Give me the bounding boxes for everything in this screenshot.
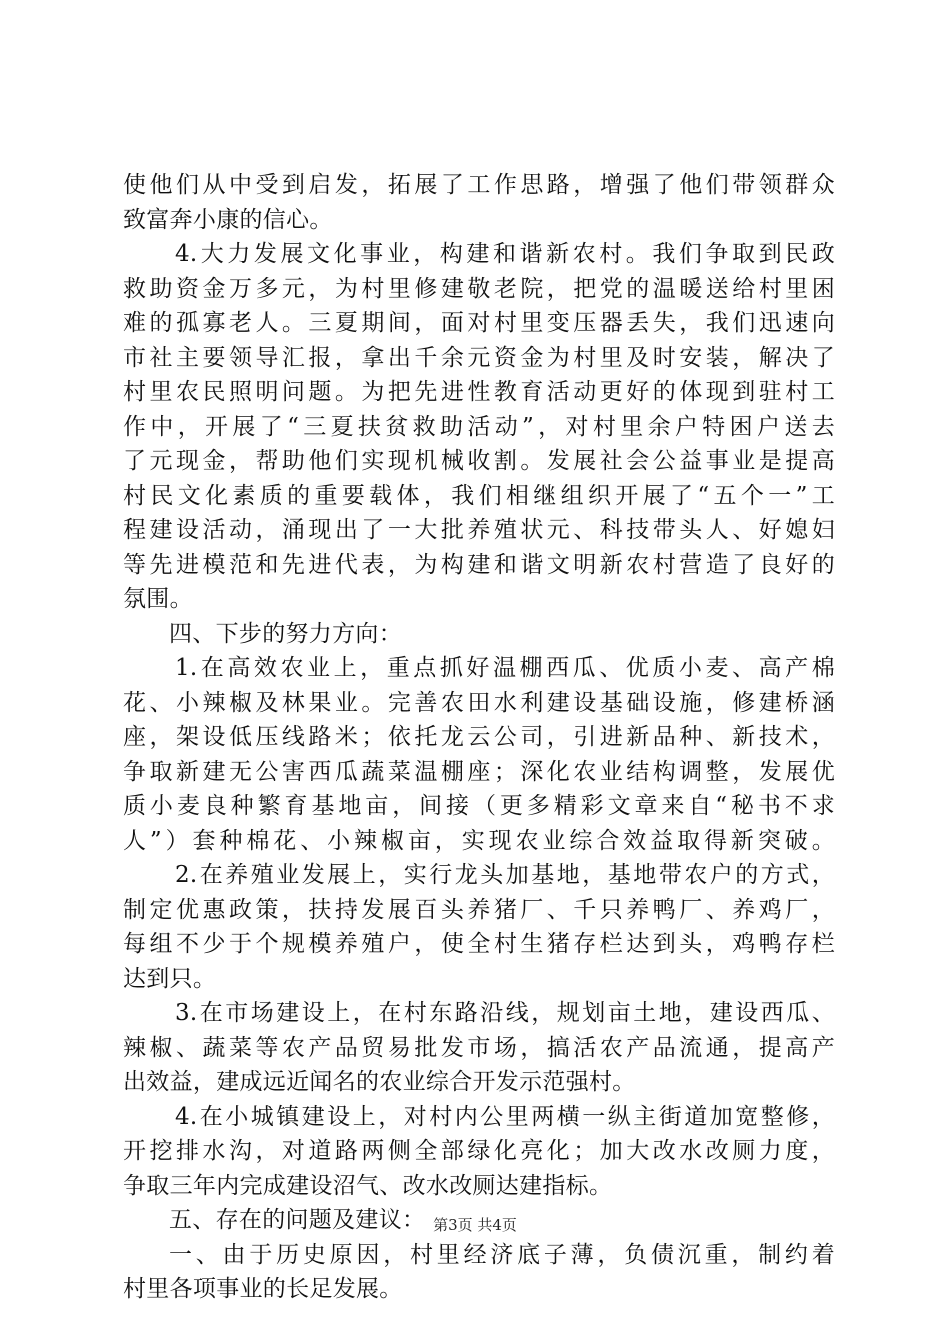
text-line: 辣椒、蔬菜等农产品贸易批发市场，搞活农产品流通，提高产 (123, 1034, 835, 1061)
text-line: 4.在小城镇建设上，对村内公里两横一纵主街道加宽整修， (175, 1103, 835, 1130)
text-line: 氛围。 (123, 586, 193, 612)
text-line: 村里各项事业的长足发展。 (123, 1276, 403, 1302)
text-line: 使他们从中受到启发，拓展了工作思路，增强了他们带领群众 (123, 172, 835, 198)
text-line: 开挖排水沟，对道路两侧全部绿化亮化；加大改水改厕力度， (123, 1138, 835, 1164)
text-line: 一、由于历史原因，村里经济底子薄，负债沉重，制约着 (169, 1241, 835, 1268)
text-line: 出效益，建成远近闻名的农业综合开发示范强村。 (123, 1069, 636, 1095)
text-line: 难的孤寡老人。三夏期间，面对村里变压器丢失，我们迅速向 (123, 310, 835, 336)
text-line: 人”）套种棉花、小辣椒亩，实现农业综合效益取得新突破。 (123, 827, 835, 854)
text-line: 4.大力发展文化事业，构建和谐新农村。我们争取到民政 (175, 241, 835, 267)
section-heading: 四、下步的努力方向： (169, 620, 402, 647)
text-line: 花、小辣椒及林果业。完善农田水利建设基础设施，修建桥涵 (123, 689, 835, 716)
document-body (123, 168, 835, 1307)
text-line: 等先进模范和先进代表，为构建和谐文明新农村营造了良好的 (123, 551, 835, 578)
section-heading: 五、存在的问题及建议： (169, 1207, 426, 1233)
text-line: 制定优惠政策，扶持发展百头养猪厂、千只养鸭厂、养鸡厂， (123, 896, 835, 923)
text-line: 村民文化素质的重要载体，我们相继组织开展了“五个一”工 (123, 482, 835, 509)
text-line: 致富奔小康的信心。 (123, 206, 333, 233)
text-line: 作中，开展了“三夏扶贫救助活动”，对村里余户特困户送去 (123, 413, 835, 440)
text-line: 达到只。 (123, 965, 217, 992)
text-line: 质小麦良种繁育基地亩，间接（更多精彩文章来自“秘书不求 (123, 793, 835, 819)
text-line: 争取新建无公害西瓜蔬菜温棚座；深化农业结构调整，发展优 (123, 758, 835, 785)
text-line: 救助资金万多元，为村里修建敬老院，把党的温暖送给村里困 (123, 275, 835, 302)
text-line: 3.在市场建设上，在村东路沿线，规划亩土地，建设西瓜、 (175, 1000, 835, 1026)
text-line: 座，架设低压线路米；依托龙云公司，引进新品种、新技术， (123, 724, 835, 750)
text-line: 程建设活动，涌现出了一大批养殖状元、科技带头人、好媳妇 (123, 517, 835, 543)
text-line: 争取三年内完成建设沼气、改水改厕达建指标。 (123, 1172, 613, 1199)
page-number-footer: 第3页 共4页 (433, 1216, 517, 1234)
text-line: 1.在高效农业上，重点抓好温棚西瓜、优质小麦、高产棉 (175, 655, 835, 681)
text-line: 2.在养殖业发展上，实行龙头加基地，基地带农户的方式， (175, 862, 835, 888)
text-line: 每组不少于个规模养殖户，使全村生猪存栏达到头，鸡鸭存栏 (123, 931, 835, 957)
text-line: 了元现金，帮助他们实现机械收割。发展社会公益事业是提高 (123, 448, 835, 474)
text-line: 市社主要领导汇报，拿出千余元资金为村里及时安装，解决了 (123, 344, 835, 371)
text-line: 村里农民照明问题。为把先进性教育活动更好的体现到驻村工 (123, 379, 835, 405)
